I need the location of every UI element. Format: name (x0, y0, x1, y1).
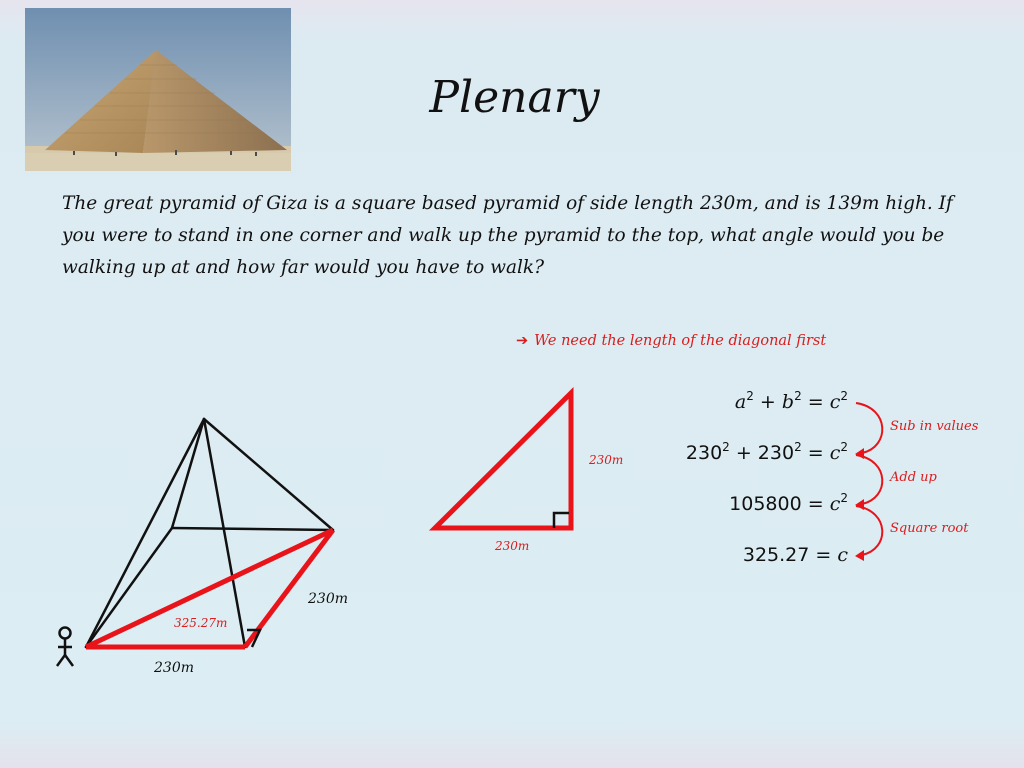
equation-sum: $105800 = c^2$ (729, 491, 848, 515)
right-triangle-diagram (435, 393, 571, 528)
arrow-right-icon: ➔ (516, 333, 529, 349)
step-label-square-root: Square root (890, 521, 969, 536)
triangle-base-label: 230m (495, 539, 530, 553)
equation-pythagoras: $a^2 + b^2 = c^2$ (734, 389, 848, 413)
question-text: The great pyramid of Giza is a square based pyramid of side length 230m, and is 139m high. If you were to stand in one corner and walk up the pyramid to the top, what angle would you be walking up at and how far would you have to walk? (62, 193, 953, 278)
step-label-add-up: Add up (890, 470, 937, 485)
arrowhead-icon (855, 550, 864, 561)
pyramid-diagram (86, 419, 333, 647)
pyramid-side-label: 230m (308, 591, 348, 607)
pyramid-back-edge (172, 528, 333, 530)
diagonal-note-text: We need the length of the diagonal first (534, 333, 827, 349)
step-arrow-1 (856, 403, 882, 453)
page-title: Plenary (429, 72, 600, 123)
pyramid-edge (204, 419, 245, 647)
pyramid-edge (86, 419, 204, 647)
pyramid-diagonal-label: 325.27m (174, 616, 228, 630)
equation-substituted: $230^2 + 230^2 = c^2$ (685, 440, 848, 464)
stick-figure-icon (57, 628, 73, 667)
triangle-vertical-label: 230m (589, 453, 624, 467)
pyramid-base-label: 230m (154, 660, 194, 676)
step-label-sub-in: Sub in values (890, 419, 979, 434)
equation-result: 325.27 = c (742, 544, 848, 566)
step-arrows (855, 403, 882, 561)
step-arrow-3 (856, 506, 882, 555)
step-arrow-2 (856, 455, 882, 504)
pyramid-edge (204, 419, 333, 530)
